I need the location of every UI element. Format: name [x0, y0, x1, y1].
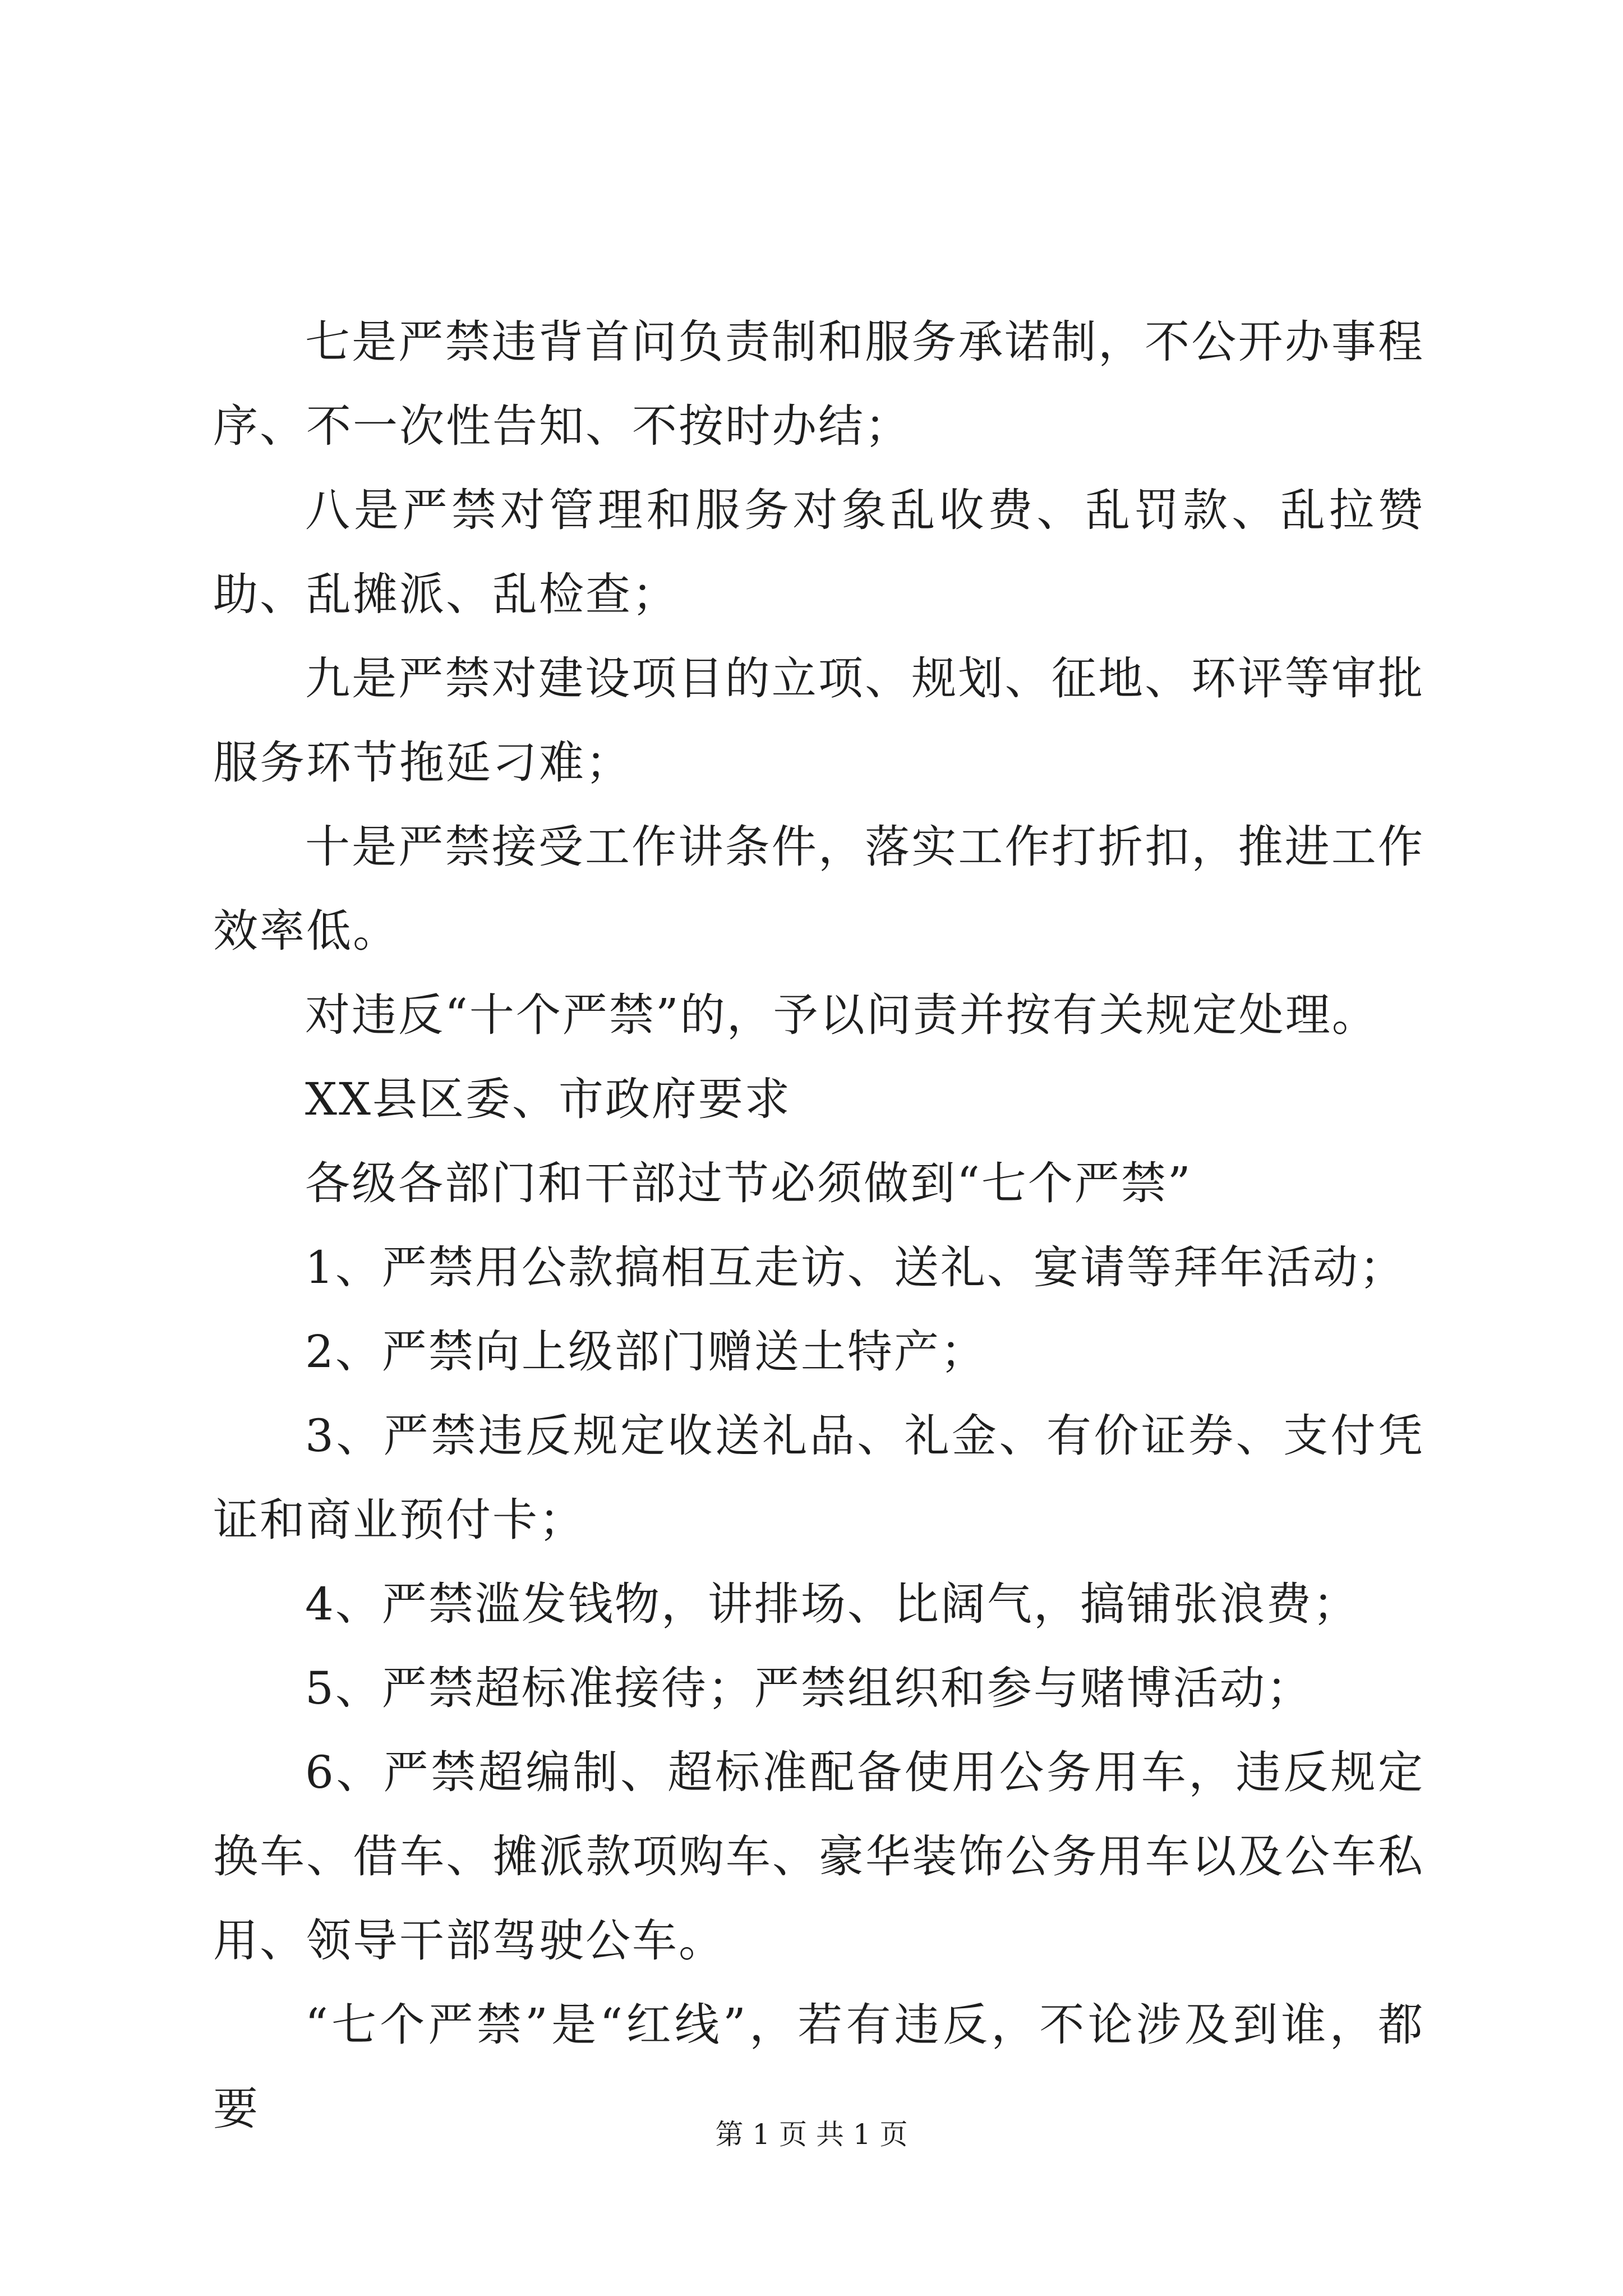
page-number: 第 1 页 共 1 页 [715, 2118, 908, 2151]
paragraph: 九是严禁对建设项目的立项、规划、征地、环评等审批服务环节拖延刁难； [213, 652, 1424, 789]
list-item: 3、严禁违反规定收送礼品、礼金、有价证券、支付凭证和商业预付卡； [213, 1410, 1424, 1546]
paragraph: 七是严禁违背首问负责制和服务承诺制，不公开办事程序、不一次性告知、不按时办结； [213, 316, 1424, 452]
paragraph: 八是严禁对管理和服务对象乱收费、乱罚款、乱拉赞助、乱摊派、乱检查； [213, 484, 1424, 620]
document-body [213, 300, 1424, 2151]
paragraph: 十是严禁接受工作讲条件，落实工作打折扣，推进工作效率低。 [213, 821, 1424, 957]
paragraph: 各级各部门和干部过节必须做到“七个严禁” [305, 1157, 1192, 1209]
list-item: 2、严禁向上级部门赠送土特产； [305, 1326, 987, 1378]
list-item: 6、严禁超编制、超标准配备使用公务用车，违反规定换车、借车、摊派款项购车、豪华装饰公务用车以及公车私用、领导干部驾驶公车。 [213, 1746, 1424, 1967]
list-item: 1、严禁用公款搞相互走访、送礼、宴请等拜年活动； [305, 1241, 1406, 1294]
paragraph: “七个严禁”是“红线”，若有违反，不论涉及到谁，都要 [213, 1999, 1424, 2135]
paragraph: 对违反“十个严禁”的，予以问责并按有关规定处理。 [305, 989, 1378, 1041]
list-item: 4、严禁滥发钱物，讲排场、比阔气，搞铺张浪费； [305, 1578, 1359, 1630]
paragraph: XX县区委、市政府要求 [305, 1073, 791, 1125]
page-footer [0, 2118, 1623, 2151]
list-item: 5、严禁超标准接待；严禁组织和参与赌博活动； [305, 1662, 1313, 1714]
